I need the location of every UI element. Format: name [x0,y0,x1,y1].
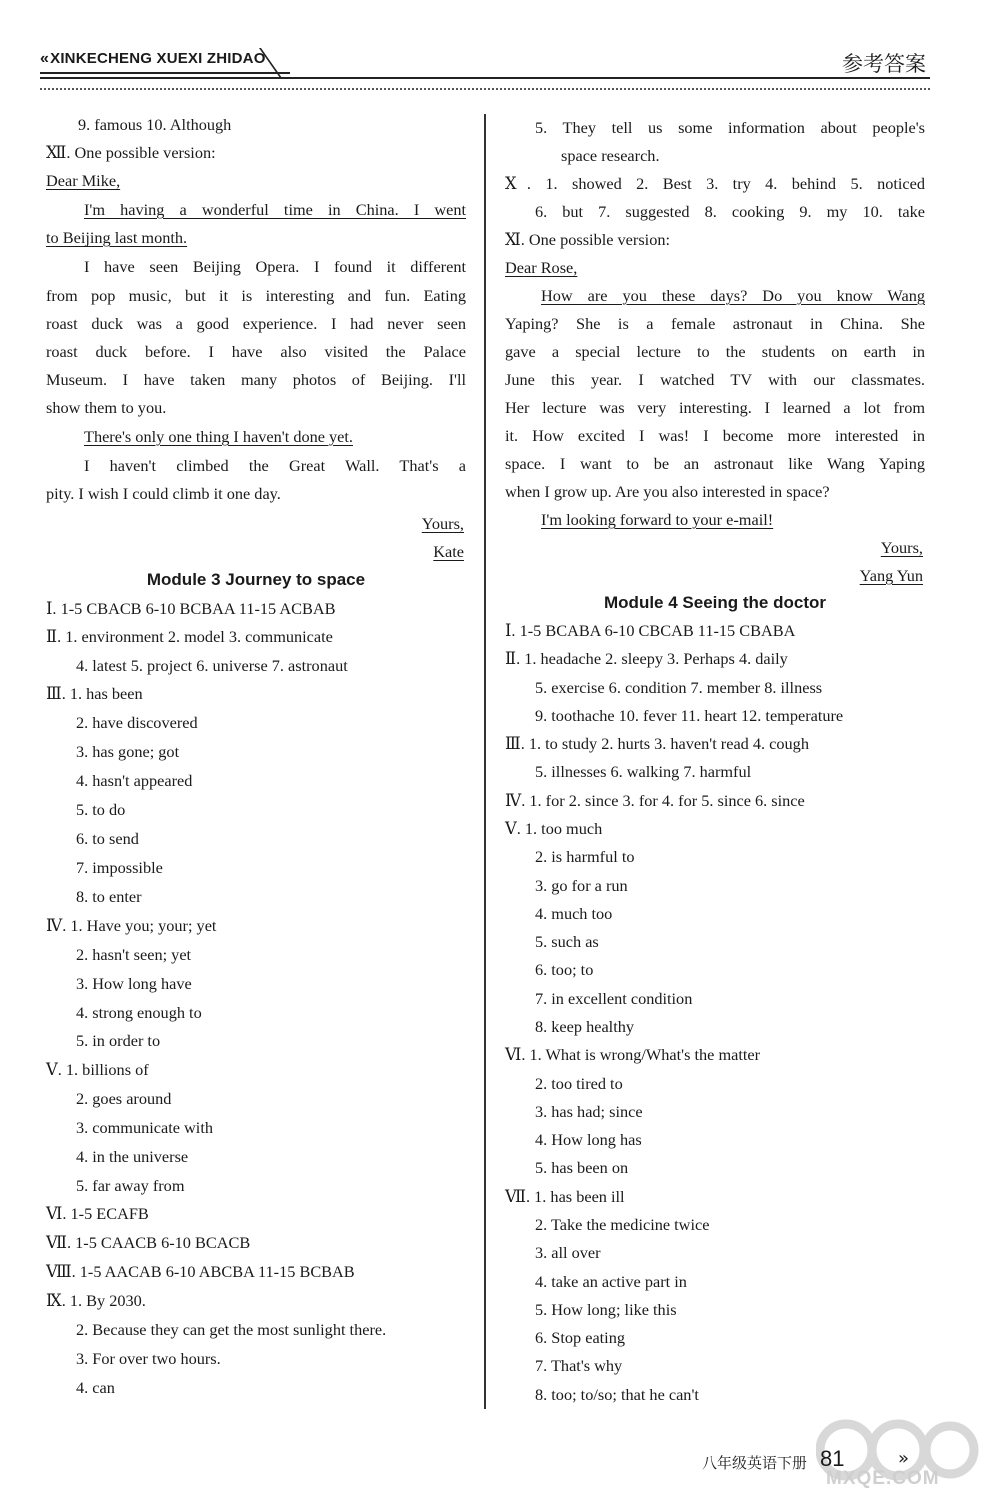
answer-line: 5. How long; like this [535,1300,677,1319]
answer-line: 2. hasn't seen; yet [76,945,192,964]
letter-line: gave a special lecture to the students on earth in [505,342,925,361]
book-title: 八年级英语下册 [702,1454,808,1472]
letter-line: when I grow up. Are you also interested in space? [505,482,830,501]
answer-line: Ⅱ. 1. environment 2. model 3. communicate [46,627,333,646]
answer-line: 3. go for a run [535,876,628,895]
answer-line: 6. too; to [535,960,594,979]
answer-line: 6. but 7. suggested 8. cooking 9. my 10. take [535,202,925,221]
letter-line: I'm looking forward to your e-mail! [541,510,774,529]
letter-signature: Kate [433,542,464,561]
module-heading: Module 3 Journey to space [146,570,366,589]
letter-line [541,286,925,308]
answer-line: 5. exercise 6. condition 7. member 8. illness [535,678,823,697]
letter-line: I have seen Beijing Opera. I found it different [84,257,466,276]
section-title: 参考答案 [842,52,926,76]
answer-line: Ⅱ. 1. headache 2. sleepy 3. Perhaps 4. daily [505,649,788,668]
answer-line: Ⅲ. 1. to study 2. hurts 3. haven't read 4. cough [505,734,809,753]
answer-line: 7. impossible [76,858,163,877]
letter-line: Yaping? She is a female astronaut in China. She [505,314,925,333]
letter-signature: Yang Yun [859,566,923,585]
letter-line: Museum. I have taken many photos of Beijing. I'll [46,370,466,389]
answer-line: 3. has gone; got [76,742,180,761]
answer-line: Ⅷ. 1-5 AACAB 6-10 ABCBA 11-15 BCBAB [46,1262,355,1281]
letter-closing: Yours, [880,538,923,557]
answer-line: Ⅴ. 1. too much [505,819,603,838]
answer-line: 5. has been on [535,1158,629,1177]
series-title: «XINKECHENG XUEXI ZHIDAO [40,50,266,67]
double-chevron-left-icon: « [40,50,50,67]
letter-greeting: How are you these days? Do you know Wang [541,286,925,305]
answer-line: 4. How long has [535,1130,642,1149]
letter-line: it. How excited I was! I become more interested in [505,426,925,445]
header-dotted-rule [40,88,930,90]
answer-line: Ⅵ. 1. What is wrong/What's the matter [505,1045,761,1064]
answer-line: 6. Stop eating [535,1328,625,1347]
letter-line: I'm having a wonderful time in China. I went [84,200,466,219]
letter-line: June this year. I watched TV with our classmates. [505,370,925,389]
answer-line: 5. far away from [76,1176,185,1195]
answer-line: 3. has had; since [535,1102,643,1121]
answer-line: 8. to enter [76,887,142,906]
answer-line: 2. is harmful to [535,847,635,866]
answer-line: 4. much too [535,904,613,923]
answer-line: 4. latest 5. project 6. universe 7. astronaut [76,656,348,675]
letter-line: roast duck before. I have also visited the Palace [46,342,466,361]
answer-line: 2. goes around [76,1089,172,1108]
answer-line: 2. have discovered [76,713,198,732]
answer-line: 5. to do [76,800,126,819]
answer-line: Ⅻ. One possible version: [46,143,216,162]
answer-line: 5. such as [535,932,599,951]
answer-line: 4. strong enough to [76,1003,202,1022]
answer-line: Ⅸ. 1. By 2030. [46,1291,146,1310]
letter-line: Her lecture was very interesting. I learned a lot from [505,398,925,417]
answer-line: 4. hasn't appeared [76,771,193,790]
letter-line: roast duck was a good experience. I had never seen [46,314,466,333]
answer-line: 5. in order to [76,1031,161,1050]
answer-line: 2. Because they can get the most sunlight there. [76,1320,387,1339]
letter-line: show them to you. [46,398,167,417]
answer-line: Ⅶ. 1. has been ill [505,1187,625,1206]
answer-line: Ⅲ. 1. has been [46,684,143,703]
answer-line: 3. For over two hours. [76,1349,221,1368]
answer-line: Ⅶ. 1-5 CAACB 6-10 BCACB [46,1233,251,1252]
double-chevron-right-icon: » [898,1448,910,1469]
letter-salutation: Dear Rose, [505,258,578,277]
column-divider [484,114,486,1409]
header-rule [40,77,930,79]
answer-line: 7. in excellent condition [535,989,693,1008]
answer-line: 9. famous 10. Although [78,115,232,134]
answer-line: 3. all over [535,1243,601,1262]
watermark-text: MXQE.COM [826,1468,940,1489]
answer-line: 3. How long have [76,974,192,993]
answer-line: 4. can [76,1378,115,1397]
answer-line: 5. They tell us some information about people's [535,118,925,137]
answer-line: 5. illnesses 6. walking 7. harmful [535,762,752,781]
answer-line: Ⅵ. 1-5 ECAFB [46,1204,149,1223]
answer-line: Ⅰ. 1-5 CBACB 6-10 BCBAA 11-15 ACBAB [46,599,336,618]
answer-line: 4. in the universe [76,1147,189,1166]
letter-line: I haven't climbed the Great Wall. That's a [84,456,466,475]
header-underline [40,72,290,74]
letter-line: space. I want to be an astronaut like Wang Yaping [505,454,925,473]
answer-line: 4. take an active part in [535,1272,687,1291]
letter-salutation: Dear Mike, [46,171,121,190]
answer-line: Ⅴ. 1. billions of [46,1060,149,1079]
letter-line: to Beijing last month. [46,228,188,247]
answer-line: Ⅳ. 1. Have you; your; yet [46,916,217,935]
answer-line: Ⅹ. 1. showed 2. Best 3. try 4. behind 5. noticed [505,174,925,193]
answer-line: Ⅺ. One possible version: [505,230,670,249]
answer-line: 8. too; to/so; that he can't [535,1385,699,1404]
module-heading: Module 4 Seeing the doctor [604,593,826,612]
letter-line: pity. I wish I could climb it one day. [46,484,281,503]
answer-line: Ⅰ. 1-5 BCABA 6-10 CBCAB 11-15 CBABA [505,621,796,640]
letter-line: from pop music, but it is interesting and fun. Eating [46,286,466,305]
answer-line: 7. That's why [535,1356,623,1375]
page-number: 81 [820,1446,845,1471]
answer-line: 2. too tired to [535,1074,623,1093]
answer-line: 3. communicate with [76,1118,213,1137]
answer-line: Ⅳ. 1. for 2. since 3. for 4. for 5. since 6. since [505,791,805,810]
letter-closing: Yours, [421,514,464,533]
letter-line: There's only one thing I haven't done yet. [84,427,354,446]
answer-line: 8. keep healthy [535,1017,635,1036]
answer-line: 6. to send [76,829,139,848]
answer-line: space research. [561,146,660,165]
answer-line: 9. toothache 10. fever 11. heart 12. temperature [535,706,844,725]
answer-line: 2. Take the medicine twice [535,1215,710,1234]
